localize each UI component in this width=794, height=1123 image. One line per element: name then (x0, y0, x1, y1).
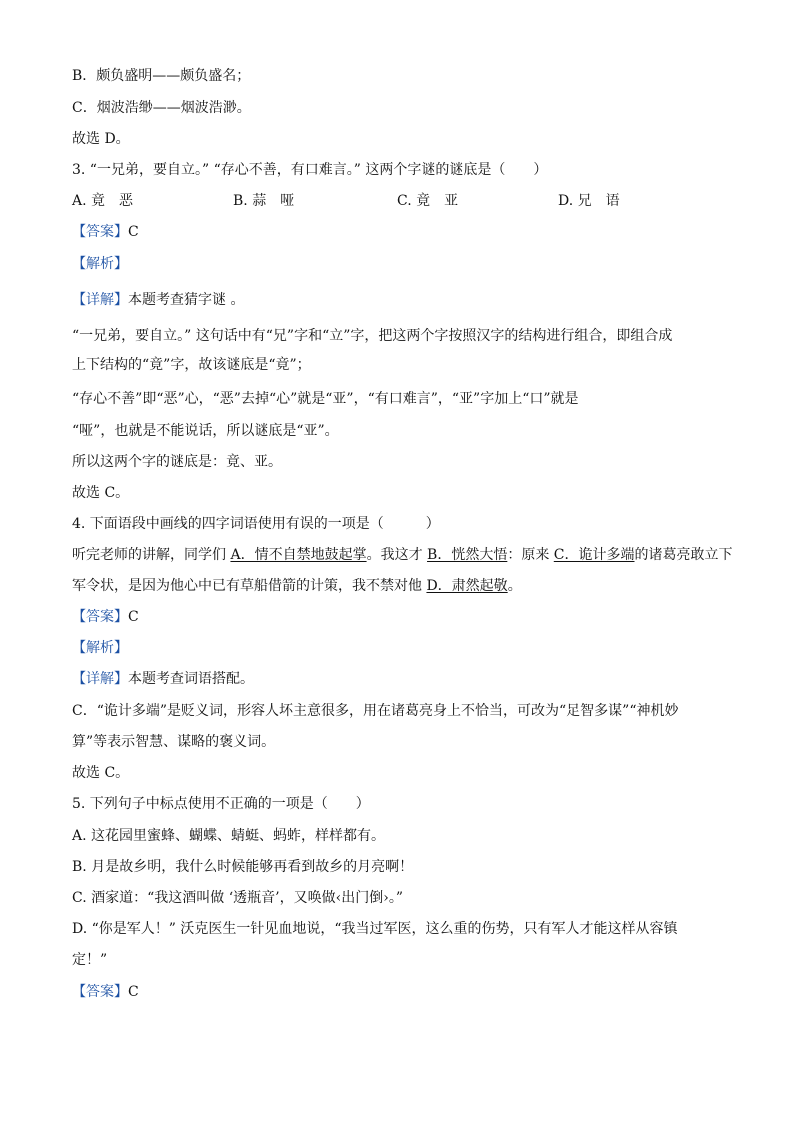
underlined-phrase-b: B．恍然大悟 (427, 547, 508, 563)
answer-tag: 【答案】 (72, 984, 128, 1000)
passage-text: 。 (507, 578, 522, 594)
question-4-conclusion: 故选 C。 (72, 765, 130, 781)
passage-text: 军令状，是因为他心中已有草船借箭的计策，我不禁对他 (72, 578, 427, 594)
question-3-stem: 3. “一兄弟，要自立。” “存心不善，有口难言。” 这两个字谜的谜底是（ ） (72, 162, 548, 178)
question-3-conclusion: 故选 C。 (72, 485, 130, 501)
answer-tag: 【答案】 (72, 609, 128, 625)
question-5-option-a: A. 这花园里蜜蜂、蝴蝶、蜻蜓、蚂蚱，样样都有。 (72, 828, 386, 844)
question-3-option-b: B. 蒜 哑 (233, 193, 295, 209)
option-c-correction: C．烟波浩缈——烟波浩渺。 (72, 100, 251, 116)
underlined-phrase-c: C．诡计多端 (553, 547, 635, 563)
question-4-stem: 4. 下面语段中画线的四字词语使用有误的一项是（ ） (72, 516, 440, 532)
question-3-analysis-tag: 【解析】 (72, 256, 128, 272)
question-3-detail (72, 290, 244, 310)
question-4-passage-line-1 (72, 545, 733, 565)
question-5-stem: 5. 下列句子中标点使用不正确的一项是（ ） (72, 796, 370, 812)
passage-text: ：原来 (507, 547, 554, 563)
underlined-phrase-d: D．肃然起敬 (426, 578, 508, 594)
question-4-explanation-line-2: 算”等表示智慧、谋略的褒义词。 (72, 734, 276, 750)
detail-text: 本题考查词语搭配。 (128, 671, 254, 687)
question-4-passage-line-2 (72, 576, 522, 596)
question-5-option-d-line-2: 定！” (72, 952, 108, 968)
question-4-detail (72, 669, 254, 689)
underlined-phrase-a: A．情不自禁地鼓起掌 (230, 547, 367, 563)
answer-tag: 【答案】 (72, 224, 128, 240)
question-3-explanation-line-4: “哑”，也就是不能说话，所以谜底是“亚”。 (72, 423, 339, 439)
question-4-answer (72, 607, 139, 627)
question-5-option-d-line-1: D. “你是军人！” 沃克医生一针见血地说，“我当过军医，这么重的伤势，只有军人才能这样从容镇 (72, 921, 678, 937)
answer-conclusion: 故选 D。 (72, 131, 130, 147)
detail-text: 本题考查猜字谜 。 (128, 292, 245, 308)
question-3-option-c: C. 竟 亚 (397, 193, 459, 209)
answer-value: C (128, 984, 139, 1000)
option-b-correction: B．颇负盛明——颇负盛名； (72, 68, 251, 84)
question-4-analysis-tag: 【解析】 (72, 640, 128, 656)
question-3-explanation-line-2: 上下结构的“竟”字，故该谜底是“竟”； (72, 357, 311, 373)
question-3-summary: 所以这两个字的谜底是：竟、亚。 (72, 454, 282, 470)
question-3-explanation-line-3: “存心不善”即“恶”心，“恶”去掉“心”就是“亚”，“有口难言”，“亚”字加上“口”就是 (72, 391, 579, 407)
question-3-explanation-line-1: “一兄弟，要自立。” 这句话中有“兄”字和“立”字，把这两个字按照汉字的结构进行组合，即组合成 (72, 328, 673, 344)
question-5-answer (72, 982, 139, 1002)
question-3-option-a: A. 竟 恶 (72, 193, 134, 209)
answer-value: C (128, 224, 139, 240)
question-4-explanation-line-1: C．“诡计多端”是贬义词，形容人坏主意很多，用在诸葛亮身上不恰当，可改为“足智多谋”“神机妙 (72, 703, 679, 719)
answer-value: C (128, 609, 139, 625)
question-3-option-d: D. 兄 语 (558, 193, 620, 209)
detail-tag: 【详解】 (72, 671, 128, 687)
passage-text: 的诸葛亮敢立下 (634, 547, 733, 563)
passage-text: 听完老师的讲解，同学们 (72, 547, 231, 563)
question-5-option-b: B. 月是故乡明，我什么时候能够再看到故乡的月亮啊！ (72, 859, 414, 875)
detail-tag: 【详解】 (72, 292, 128, 308)
question-3-answer (72, 222, 139, 242)
question-5-option-c: C. 酒家道：“我这酒叫做 ‘透瓶音’，又唤做‹出门倒›。” (72, 890, 403, 906)
passage-text: 。我这才 (366, 547, 428, 563)
